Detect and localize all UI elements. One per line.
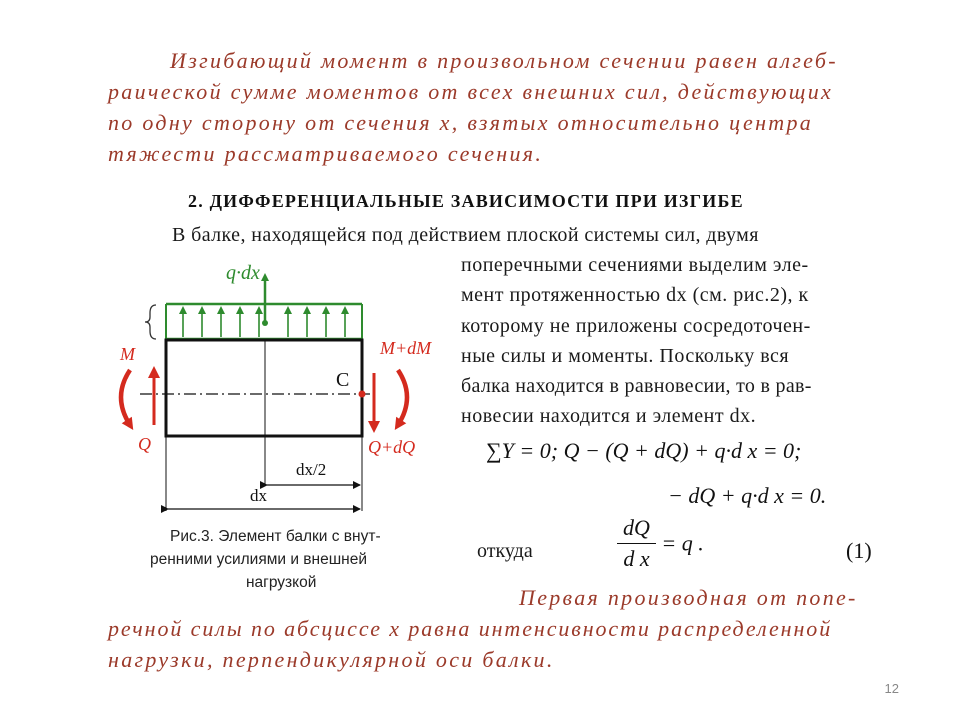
- intro-line: Изгибающий момент в произвольном сечении равен алгеб-: [170, 48, 838, 73]
- left-moment-arrow: [121, 370, 130, 425]
- full-dimension-label: dx: [250, 486, 267, 505]
- conclusion-line: Первая производная от попе-: [519, 585, 858, 610]
- conclusion-line: нагрузки, перпендикулярной оси балки.: [108, 647, 555, 672]
- whence-word: откуда: [477, 540, 533, 562]
- distributed-load: [166, 277, 362, 339]
- load-label: q·dx: [226, 262, 260, 284]
- intro-line: по одну сторону от сечения x, взятых относительно центра: [108, 110, 814, 135]
- beam-element-figure: [100, 255, 440, 525]
- body-line: которому не приложены сосредоточен-: [461, 315, 811, 337]
- figure-caption-line: Рис.3. Элемент балки с внут-: [170, 528, 381, 545]
- equilibrium-equation: ∑Y = 0; Q − (Q + dQ) + q·d x = 0;: [486, 438, 802, 463]
- section-center-point: [359, 391, 366, 398]
- conclusion-line: речной силы по абсциссе x равна интенсивности распределенной: [108, 616, 833, 641]
- body-line: новесии находится и элемент dx.: [461, 405, 757, 427]
- reduced-equation: − dQ + q·d x = 0.: [668, 483, 827, 508]
- intro-line: тяжести рассматриваемого сечения.: [108, 141, 544, 166]
- right-moment-arrow: [398, 370, 407, 425]
- body-line: ные силы и моменты. Поскольку вся: [461, 345, 790, 367]
- body-line: балка находится в равновесии, то в рав-: [461, 375, 812, 397]
- center-label: C: [336, 369, 350, 391]
- body-line: мент протяженностью dx (см. рис.2), к: [461, 284, 809, 306]
- fraction-denominator: d x: [623, 546, 650, 571]
- page-number: 12: [884, 681, 899, 696]
- moment-left-label: M: [120, 344, 135, 364]
- shear-left-label: Q: [138, 434, 151, 454]
- body-line: поперечными сечениями выделим эле-: [461, 254, 809, 276]
- fraction-numerator: dQ: [617, 515, 656, 544]
- moment-right-label: M+dM: [380, 338, 432, 358]
- beam-element-outline: [166, 340, 362, 436]
- section-heading: 2. ДИФФЕРЕНЦИАЛЬНЫЕ ЗАВИСИМОСТИ ПРИ ИЗГИБЕ: [188, 191, 744, 211]
- derivative-formula: [617, 515, 704, 572]
- figure-caption-line: ренними усилиями и внешней: [150, 551, 367, 568]
- load-brace: [145, 305, 156, 339]
- figure-caption-line: нагрузкой: [246, 574, 317, 591]
- intro-line: раической сумме моментов от всех внешних сил, действующих: [108, 79, 834, 104]
- equation-number: (1): [846, 538, 872, 563]
- shear-right-label: Q+dQ: [368, 437, 416, 457]
- half-dimension-label: dx/2: [296, 460, 327, 479]
- fraction-rhs: = q .: [661, 530, 704, 556]
- derivative-fraction: [617, 515, 656, 572]
- body-first-line: В балке, находящейся под действием плоской системы сил, двумя: [172, 224, 759, 246]
